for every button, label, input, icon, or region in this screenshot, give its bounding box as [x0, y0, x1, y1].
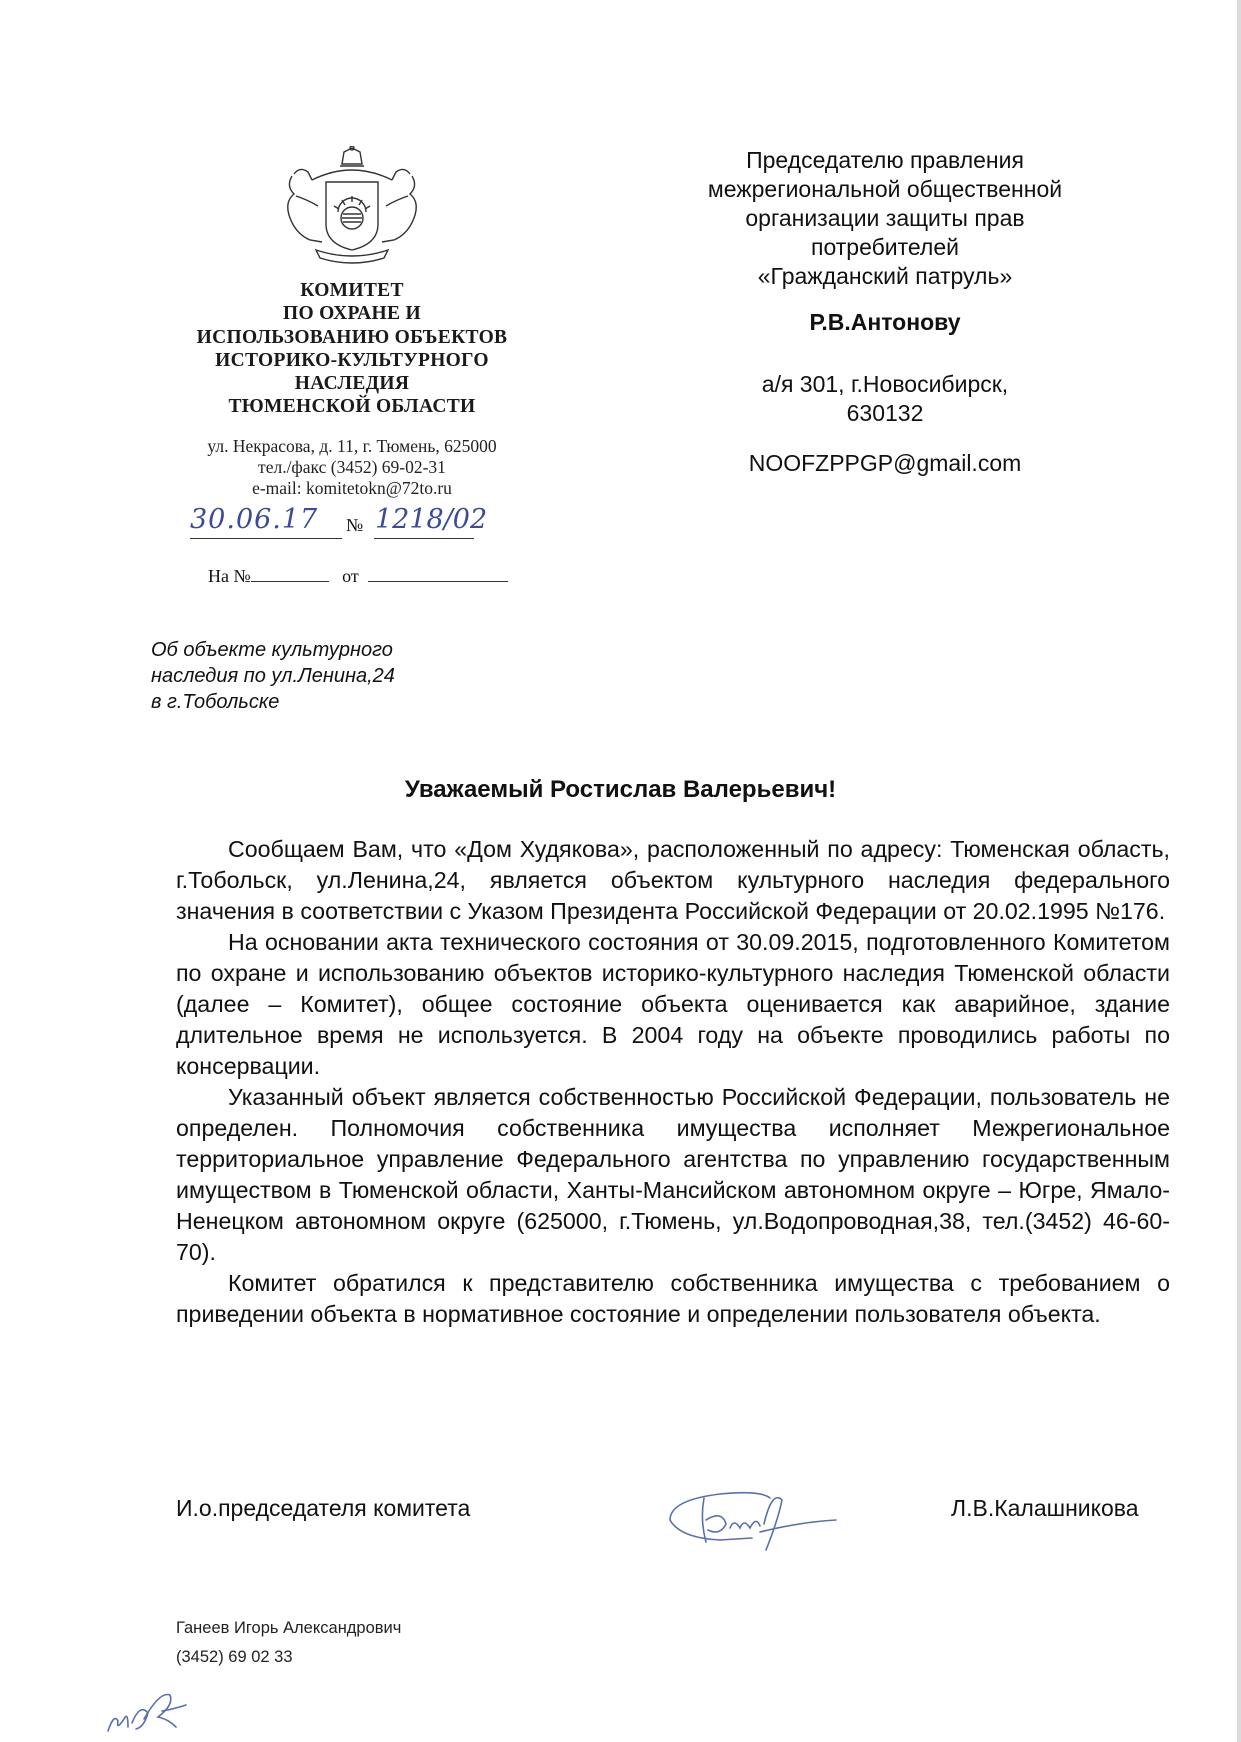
addressee-block — [660, 146, 1110, 478]
subject-line: в г.Тобольске — [151, 691, 280, 713]
coat-of-arms-emblem — [272, 146, 432, 268]
addressee-name: Р.В.Антонову — [809, 309, 961, 335]
body-paragraph: Комитет обратился к представителю собственника имущества с требованием о приведении объекта в нормативное состояние и определении пользователя объекта. — [176, 1270, 1170, 1327]
org-line: ТЮМЕНСКОЙ ОБЛАСТИ — [228, 396, 476, 418]
body-paragraph: На основании акта технического состояния от 30.09.2015, подготовленного Комитетом по охране и использованию объектов историко-культурного наследия Тюменской области (далее – Комитет), общее состояние объекта оценивается как аварийное, здание длительное время не используется. В 2004 году на объекте проводились работы по консервации. — [176, 929, 1170, 1079]
letter-body — [176, 834, 1170, 1330]
registration-date: 30.06.17 — [190, 504, 319, 535]
org-line: КОМИТЕТ — [300, 280, 404, 301]
organization-contacts — [170, 436, 534, 499]
addressee-email: NOOFZPPGP@gmail.com — [748, 450, 1022, 476]
reference-number-label: На № — [208, 566, 251, 586]
date-underline — [190, 538, 342, 539]
registration-number-label: № — [346, 515, 364, 535]
addressee-line: Председателю правления — [746, 147, 1024, 173]
org-email: e-mail: komitetokn@72to.ru — [252, 478, 452, 498]
subject-line: наследия по ул.Ленина,24 — [151, 665, 395, 687]
registration-line — [190, 504, 520, 544]
signatory-title: И.о.председателя комитета — [176, 1495, 471, 1521]
reference-date-blank — [368, 567, 508, 582]
salutation: Уважаемый Ростислав Валерьевич! — [404, 776, 837, 803]
org-line: ИСТОРИКО-КУЛЬТУРНОГО — [215, 349, 489, 371]
addressee-line: организации защиты прав — [745, 205, 1025, 231]
org-phone: тел./факс (3452) 69-02-31 — [258, 457, 446, 477]
reference-date-label: от — [342, 566, 359, 586]
handwritten-initials — [104, 1683, 204, 1738]
subject-line: Об объекте культурного — [151, 639, 393, 661]
reference-number-blank — [251, 567, 329, 582]
executor-name: Ганеев Игорь Александрович — [176, 1619, 402, 1637]
organization-name — [170, 279, 534, 419]
body-paragraph: Сообщаем Вам, что «Дом Худякова», расположенный по адресу: Тюменская область, г.Тобольск, ул.Ленина,24, является объектом культурного наследия федерального значения в соответствии с Указом Президента Российской Федерации от 20.02.1995 №176. — [176, 836, 1170, 924]
number-underline — [374, 538, 474, 539]
addressee-line: «Гражданский патруль» — [757, 263, 1013, 289]
addressee-address-line1: а/я 301, г.Новосибирск, — [761, 371, 1009, 397]
executor-info — [176, 1614, 401, 1672]
handwritten-signature — [660, 1480, 840, 1560]
registration-number: 1218/02 — [375, 504, 488, 535]
addressee-address-line2: 630132 — [846, 400, 924, 426]
org-line: ПО ОХРАНЕ И — [283, 303, 421, 325]
scan-edge — [1237, 0, 1241, 1742]
org-line: ИСПОЛЬЗОВАНИЮ ОБЪЕКТОВ — [196, 326, 508, 348]
org-line: НАСЛЕДИЯ — [294, 373, 410, 395]
letter-subject — [151, 637, 395, 715]
addressee-line: межрегиональной общественной — [707, 176, 1063, 202]
executor-phone: (3452) 69 02 33 — [176, 1648, 293, 1666]
reference-row — [208, 566, 508, 587]
org-address: ул. Некрасова, д. 11, г. Тюмень, 625000 — [207, 436, 497, 456]
addressee-line: потребителей — [811, 234, 959, 260]
signatory-name: Л.В.Калашникова — [951, 1495, 1139, 1521]
body-paragraph: Указанный объект является собственностью Российской Федерации, пользователь не определен. Полномочия собственника имущества исполняет Межрегиональное территориальное управление Федерального агентства по управлению государственным имуществом в Тюменской области, Ханты-Мансийском автономном округе – Югре, Ямало-Ненецком автономном округе (625000, г.Тюмень, ул.Водопроводная,38, тел.(3452) 46-60-70). — [176, 1084, 1170, 1265]
